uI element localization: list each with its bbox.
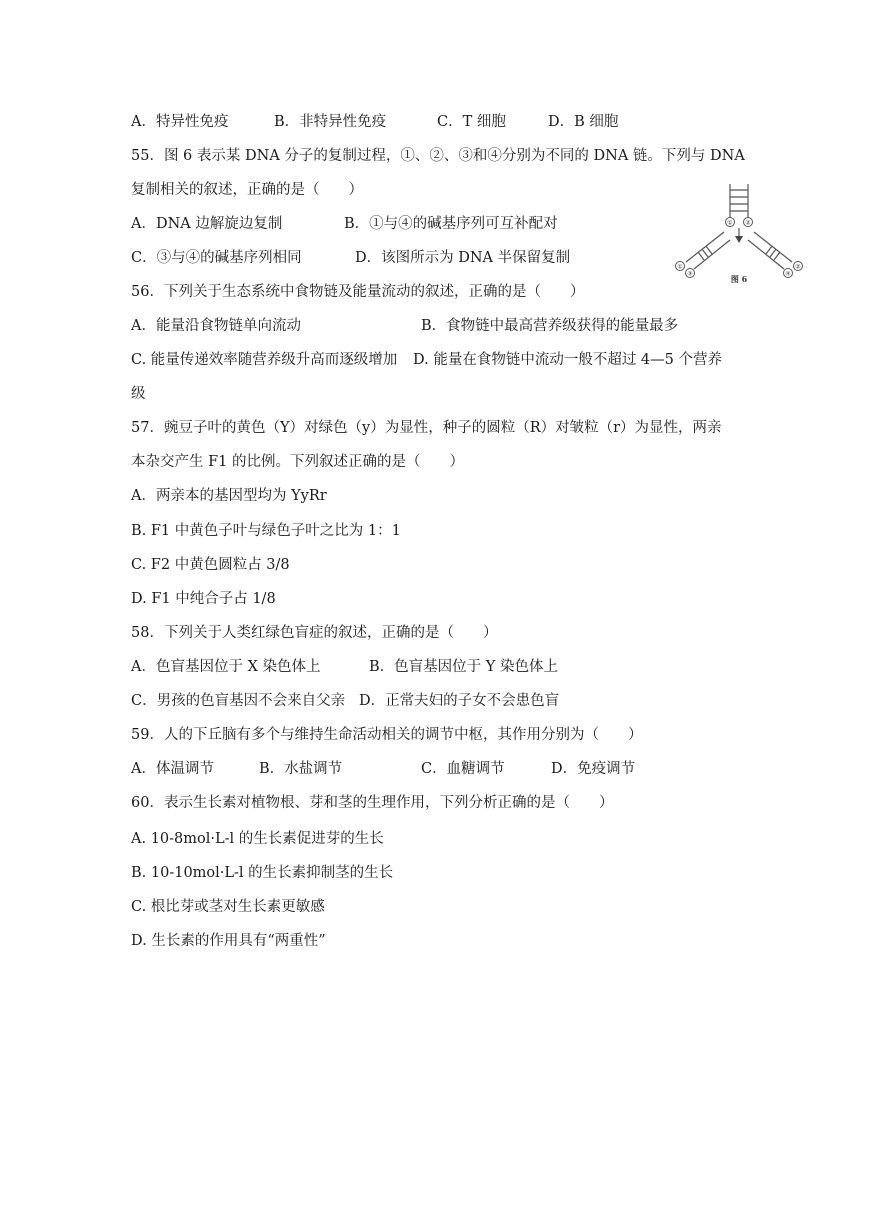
- fig-label-4: ④: [785, 270, 791, 278]
- q54-option-d: D．B 细胞: [548, 114, 619, 130]
- q60-option-c: C. 根比芽或茎对生长素更敏感: [131, 899, 325, 915]
- q55-option-b: B．①与④的碱基序列可互补配对: [344, 216, 558, 232]
- q60-option-d: D. 生长素的作用具有“两重性”: [131, 933, 326, 949]
- q55-stem-line1: 55．图 6 表示某 DNA 分子的复制过程，①、②、③和④分别为不同的 DNA 链。下列与 DNA: [131, 148, 745, 164]
- q59-stem: 59．人的下丘脑有多个与维持生命活动相关的调节中枢，其作用分别为（ ）: [131, 727, 643, 743]
- q59-option-d: D．免疫调节: [551, 761, 636, 777]
- q59-option-a: A．体温调节: [131, 761, 214, 777]
- q54-option-c: C．T 细胞: [437, 114, 506, 130]
- q58-option-a: A．色盲基因位于 X 染色体上: [131, 659, 321, 675]
- q56-option-d-wrap: 级: [131, 386, 146, 402]
- q56-option-a: A．能量沿食物链单向流动: [131, 318, 301, 334]
- fig-label-2: ②: [745, 219, 751, 227]
- q55-option-d: D．该图所示为 DNA 半保留复制: [355, 250, 571, 266]
- q58-option-d: D．正常夫妇的子女不会患色盲: [359, 693, 560, 709]
- fig-label-1: ①: [727, 219, 733, 227]
- q56-option-d: D. 能量在食物链中流动一般不超过 4—5 个营养: [413, 352, 722, 368]
- q56-stem: 56．下列关于生态系统中食物链及能量流动的叙述，正确的是（ ）: [131, 284, 585, 300]
- q56-option-c: C. 能量传递效率随营养级升高而逐级增加: [131, 352, 398, 368]
- q57-option-a: A．两亲本的基因型均为 YyRr: [131, 488, 327, 504]
- fig-label-3: ③: [687, 270, 693, 278]
- q58-option-b: B．色盲基因位于 Y 染色体上: [369, 659, 558, 675]
- q60-option-a: A. 10-8mol·L-l 的生长素促进芽的生长: [131, 831, 384, 847]
- dna-replication-figure: [668, 180, 818, 290]
- q59-option-b: B．水盐调节: [259, 761, 343, 777]
- q57-option-b: B. F1 中黄色子叶与绿色子叶之比为 1：1: [131, 523, 401, 539]
- q55-option-a: A．DNA 边解旋边复制: [131, 216, 283, 232]
- q55-option-c: C．③与④的碱基序列相同: [131, 250, 302, 266]
- q57-stem-line2: 本杂交产生 F1 的比例。下列叙述正确的是（ ）: [131, 454, 465, 470]
- q59-option-c: C．血糖调节: [421, 761, 505, 777]
- q57-stem-line1: 57．豌豆子叶的黄色（Y）对绿色（y）为显性，种子的圆粒（R）对皱粒（r）为显性，两亲: [131, 420, 722, 436]
- fig-label-2b: ②: [795, 263, 801, 271]
- q56-option-b: B．食物链中最高营养级获得的能量最多: [421, 318, 679, 334]
- q55-stem-line2: 复制相关的叙述，正确的是（ ）: [131, 182, 363, 198]
- q58-option-c: C．男孩的色盲基因不会来自父亲: [131, 693, 346, 709]
- fig-label-1b: ①: [677, 263, 683, 271]
- q58-stem: 58．下列关于人类红绿色盲症的叙述，正确的是（ ）: [131, 625, 498, 641]
- figure-caption: 图 6: [730, 274, 748, 284]
- q57-option-c: C. F2 中黄色圆粒占 3/8: [131, 557, 290, 573]
- q57-option-d: D. F1 中纯合子占 1/8: [131, 591, 276, 607]
- q60-option-b: B. 10-10mol·L-l 的生长素抑制茎的生长: [131, 865, 394, 881]
- q54-option-a: A．特异性免疫: [131, 114, 229, 130]
- q60-stem: 60．表示生长素对植物根、芽和茎的生理作用，下列分析正确的是（ ）: [131, 795, 614, 811]
- q54-option-b: B．非特异性免疫: [274, 114, 387, 130]
